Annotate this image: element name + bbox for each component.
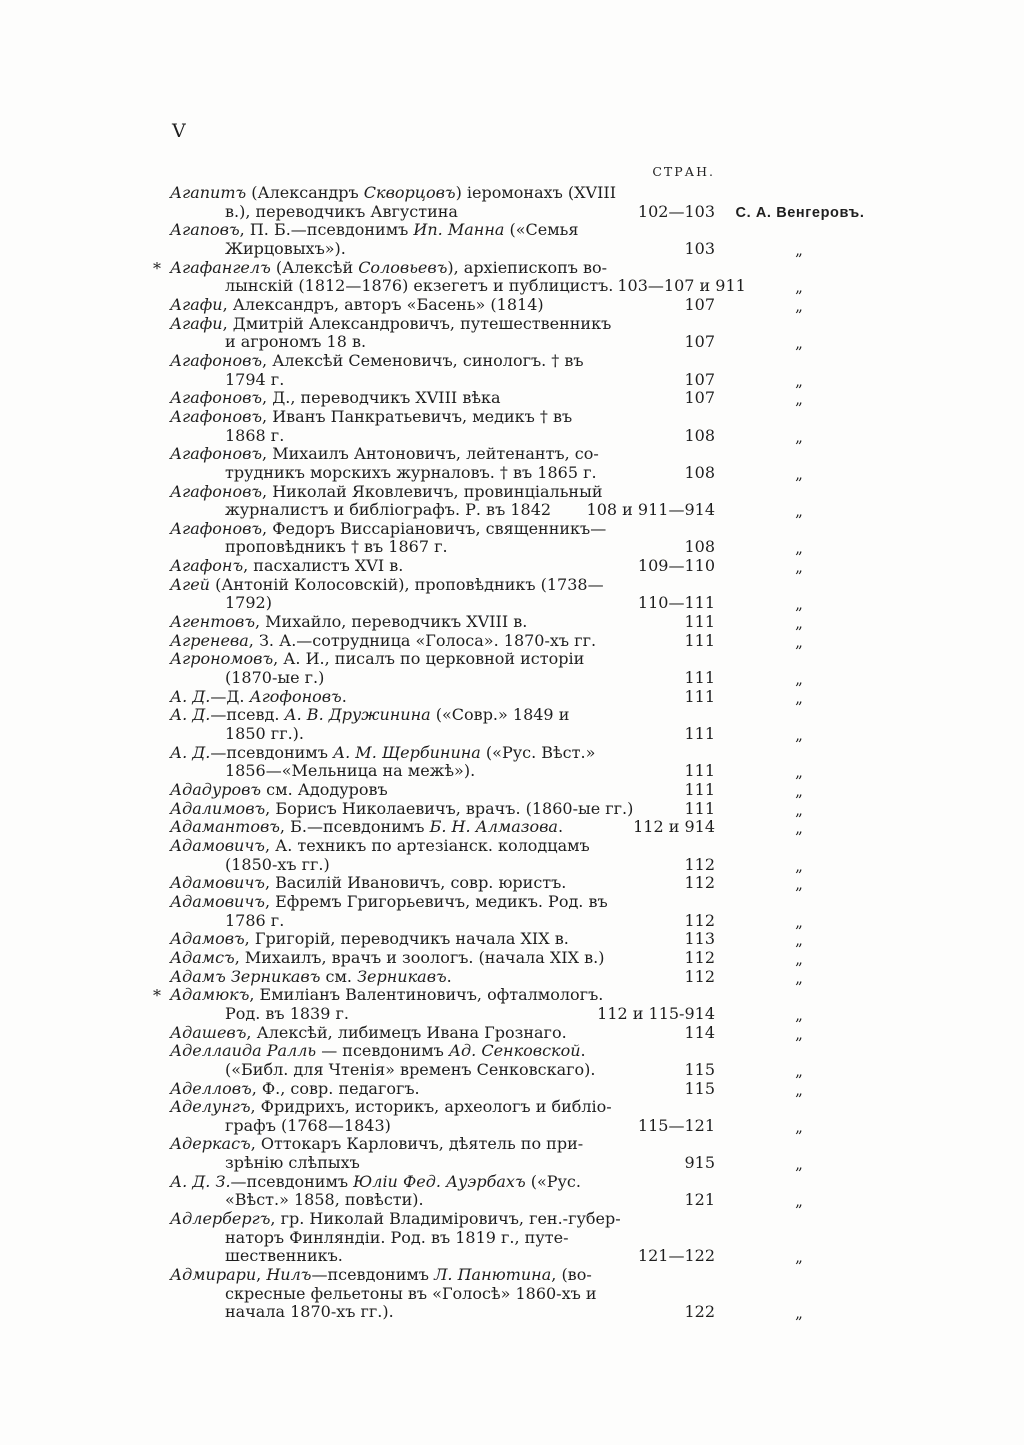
entry-text: Агафи, Александръ, авторъ «Басень» (1814) [170,294,544,314]
page-reference: 111 [684,798,715,818]
index-entry-line [170,874,885,893]
entry-text: Агентовъ, Михайло, переводчикъ XVIII в. [170,612,528,632]
entry-text: Адамовичъ, Василій Ивановичъ, совр. юристъ. [170,873,567,893]
index-entry-line [170,371,885,390]
page-reference: 111 [684,630,715,650]
index-entry-line [170,1005,885,1024]
ditto-mark: „ [795,278,805,297]
entry-text: Агафоновъ, Федоръ Виссаріановичъ, священникъ— [170,518,607,538]
index-entry-line [170,203,885,222]
index-entry-line [170,781,885,800]
asterisk-marker: * [153,258,161,278]
ditto-mark: „ [795,502,805,521]
entry-text: Агренева, З. А.—сотрудница «Голоса». 1870-хъ гг. [170,630,597,650]
index-entry-line [170,949,885,968]
ditto-mark: „ [795,856,805,875]
page-reference: 111 [684,668,715,688]
ditto-mark: „ [795,614,805,633]
entry-text: и агрономъ 18 в. [225,332,367,352]
attribution-author: С. А. Венгеровъ. [735,204,865,221]
ditto-mark: „ [795,539,805,558]
index-entry-line [170,221,885,240]
page-reference: 107 [684,332,715,352]
index-entry-line [170,557,885,576]
index-entry-line [170,389,885,408]
entry-text: («Библ. для Чтенія» временъ Сенковскаго). [225,1059,596,1079]
index-entry-line [170,427,885,446]
index-entry-line [170,818,885,837]
page-reference: 108 [684,462,715,482]
ditto-mark: „ [795,1248,805,1267]
ditto-mark: „ [795,595,805,614]
ditto-mark: „ [795,949,805,968]
index-entry-line [170,1285,885,1304]
entry-text: зрѣнію слѣпыхъ [225,1153,360,1173]
page-reference: 115 [684,1078,715,1098]
page-reference: 112 [684,854,715,874]
entry-text: Агафонъ, пасхалистъ XVI в. [170,556,404,576]
entry-text: А. Д. З.—псевдонимъ Юліи Фед. Ауэрбахъ («Рус. [170,1171,581,1191]
index-entry-line [170,483,885,502]
page-reference: 114 [684,1022,715,1042]
page-reference: 107 [684,388,715,408]
page-number: V [172,120,187,142]
entry-text: Жирцовыхъ»). [225,238,346,258]
ditto-mark: „ [795,912,805,931]
index-entry-line [170,1247,885,1266]
entry-text: Адашевъ, Алексѣй, либимецъ Ивана Грознаго. [170,1022,567,1042]
index-entry-line [170,1061,885,1080]
entry-text: графъ (1768—1843) [225,1115,391,1135]
index-entry-line [170,800,885,819]
entry-text: 1856—«Мельница на межѣ»). [225,761,476,781]
ditto-mark: „ [795,1024,805,1043]
ditto-mark: „ [795,763,805,782]
index-entry-line [170,501,885,520]
entry-text: Агрономовъ, А. И., писалъ по церковной исторіи [170,649,585,669]
ditto-mark: „ [795,390,805,409]
page-reference: 111 [684,761,715,781]
ditto-mark: „ [795,688,805,707]
ditto-mark: „ [795,1061,805,1080]
page-reference: 107 [684,369,715,389]
page-reference: 109—110 [637,556,715,576]
page-reference: 108 [684,537,715,557]
index-entry-line [170,184,885,203]
index-entry-line [170,520,885,539]
entry-text: Адмирари, Нилъ—псевдонимъ Л. Панютина, (во- [170,1265,592,1285]
page-reference: 112 [684,947,715,967]
ditto-mark: „ [795,1005,805,1024]
index-entry-line [170,930,885,949]
index-entry-line [170,464,885,483]
entry-text: лынскій (1812—1876) екзегетъ и публицистъ. [225,276,614,296]
index-entry-line [170,1191,885,1210]
entry-text: Агапитъ (Александръ Скворцовъ) іеромонахъ (XVIII [170,183,617,202]
entry-text: Род. въ 1839 г. [225,1003,349,1023]
entry-text: Адеркасъ, Оттокаръ Карловичъ, дѣятель по при- [170,1134,584,1154]
index-entry-line [170,445,885,464]
ditto-mark: „ [795,1080,805,1099]
entry-text: А. Д.—Д. Агофоновъ. [170,686,347,706]
entry-text: Аделунгъ, Фридрихъ, историкъ, археологъ и библіо- [170,1097,612,1117]
ditto-mark: „ [795,800,805,819]
index-entry-line [170,538,885,557]
entry-text: Адамовичъ, Ефремъ Григорьевичъ, медикъ. Род. въ [170,891,608,911]
entry-text: Агафи, Дмитрій Александровичъ, путешественникъ [170,313,612,333]
index-entry-line [170,706,885,725]
entry-text: проповѣдникъ † въ 1867 г. [225,537,448,557]
ditto-mark: „ [795,875,805,894]
entry-text: Адамовичъ, А. техникъ по артезіанск. колодцамъ [170,835,590,855]
index-entry-line [170,1210,885,1229]
entry-text: Адамовъ, Григорій, переводчикъ начала XIX в. [170,929,569,949]
page-reference: 102—103 [637,201,715,221]
index-entry-line [170,650,885,669]
index-entry-line [170,893,885,912]
page-reference: 112 и 115-914 [597,1003,715,1023]
ditto-mark: „ [795,1304,805,1323]
index-entry-line [170,594,885,613]
entry-text: А. Д.—псевдонимъ А. М. Щербинина («Рус. Вѣст.» [170,742,596,762]
index-entry-line [170,408,885,427]
index-entry-line [170,352,885,371]
ditto-mark: „ [795,670,805,689]
ditto-mark: „ [795,371,805,390]
ditto-mark: „ [795,240,805,259]
page-reference: 915 [684,1153,715,1173]
index-entry-line [170,632,885,651]
entry-text: журналистъ и библіографъ. Р. въ 1842 [225,500,552,520]
index-entry-line [170,1229,885,1248]
index-entry-line [170,1080,885,1099]
index-entry-line [153,985,885,1006]
page-reference: 121—122 [637,1246,715,1266]
entry-text: начала 1870-хъ гг.). [225,1302,394,1322]
ditto-mark: „ [795,464,805,483]
index-list [153,183,885,1323]
index-entry-line [170,1266,885,1285]
page-reference: 111 [684,780,715,799]
page-reference: 108 [684,425,715,445]
entry-text: А. Д.—псевд. А. В. Дружинина («Совр.» 1849 и [170,705,570,725]
page-reference: 122 [684,1302,715,1322]
index-entry-line [170,1154,885,1173]
index-entry-line [170,1117,885,1136]
index-entry-line [170,1303,885,1322]
entry-text: в.), переводчикъ Августина [225,201,458,221]
index-entry-line [170,576,885,595]
index-entry-line [170,613,885,632]
entry-text: скресные фельетоны въ «Голосѣ» 1860-хъ и [225,1283,597,1303]
ditto-mark: „ [795,782,805,800]
entry-text: 1868 г. [225,425,285,445]
index-entry-line [170,744,885,763]
entry-text: Аделлаида Ралль — псевдонимъ Ад. Сенковской. [170,1041,586,1061]
entry-text: Адлербергъ, гр. Николай Владиміровичъ, ген.-губер- [170,1209,621,1229]
ditto-mark: „ [795,726,805,745]
index-entry-line [170,1098,885,1117]
index-entry-line [170,837,885,856]
page-reference: 111 [684,686,715,706]
ditto-mark: „ [795,1117,805,1136]
page-reference: 111 [684,724,715,744]
page-reference: 112 [684,873,715,893]
index-entry-line [170,688,885,707]
entry-text: Агафоновъ, Иванъ Панкратьевичъ, медикъ † въ [170,406,573,426]
index-entry-line [170,277,885,296]
page-reference: 107 [684,294,715,314]
ditto-mark: „ [795,334,805,353]
entry-text: шественникъ. [225,1246,343,1266]
index-entry-line [170,315,885,334]
index-entry-line [170,1173,885,1192]
index-entry-line [170,669,885,688]
entry-text: Аделловъ, Ф., совр. педагогъ. [170,1078,420,1098]
index-entry-line [170,1042,885,1061]
entry-text: Агафоновъ, Алексѣй Семеновичъ, синологъ. † въ [170,350,584,370]
ditto-mark: „ [795,427,805,446]
entry-text: Адамантовъ, Б.—псевдонимъ Б. Н. Алмазова. [170,817,564,837]
page-reference: 112 [684,910,715,930]
index-entry-line [170,725,885,744]
page-reference: 113 [684,929,715,949]
ditto-mark: „ [795,819,805,838]
ditto-mark: „ [795,296,805,315]
page-reference: 103—107 и 911 [617,276,746,296]
entry-text: Агафоновъ, Д., переводчикъ XVIII вѣка [170,388,501,408]
entry-text: Ададуровъ см. Адодуровъ [170,780,388,799]
index-entry-line [170,762,885,781]
index-entry-line [170,1024,885,1043]
ditto-mark: „ [795,632,805,651]
entry-text: Агафангелъ (Алексѣй Соловьевъ), архіепископъ во- [170,257,608,277]
entry-text: Адалимовъ, Борисъ Николаевичъ, врачъ. (1860-ые гг.) [170,798,634,818]
page-reference: 103 [684,238,715,258]
pages-column-header: СТРАН. [652,164,715,179]
entry-text: 1786 г. [225,910,285,930]
index-entry-line [153,257,885,278]
entry-text: Агей (Антоній Колосовскій), проповѣдникъ (1738— [170,574,604,594]
entry-text: 1792) [225,593,272,613]
entry-text: (1850-хъ гг.) [225,854,330,874]
entry-text: Адамсъ, Михаилъ, врачъ и зоологъ. (начала XIX в.) [170,947,605,967]
page-reference: 111 [684,612,715,632]
entry-text: Агафоновъ, Николай Яковлевичъ, провинціальный [170,481,603,501]
index-entry-line [170,240,885,259]
index-entry-line [170,1135,885,1154]
index-entry-line [170,968,885,987]
page-reference: 121 [684,1190,715,1210]
entry-text: 1850 гг.). [225,724,304,744]
page-reference: 110—111 [637,593,715,613]
index-entry-line [170,296,885,315]
index-entry-line [170,856,885,875]
page-reference: 112 и 914 [633,817,715,837]
entry-text: 1794 г. [225,369,285,389]
entry-text: «Вѣст.» 1858, повѣсти). [225,1190,424,1210]
ditto-mark: „ [795,931,805,950]
entry-text: Адамюкъ, Емиліанъ Валентиновичъ, офталмологъ. [170,985,604,1005]
page-reference: 115 [684,1059,715,1079]
entry-text: Адамъ Зерникавъ см. Зерникавъ. [170,966,452,986]
entry-text: трудникъ морскихъ журналовъ. † въ 1865 г. [225,462,597,482]
entry-text: наторъ Финляндіи. Род. въ 1819 г., путе- [225,1227,569,1247]
asterisk-marker: * [153,986,161,1006]
page-reference: 115—121 [637,1115,715,1135]
entry-text: (1870-ые г.) [225,668,325,688]
index-entry-line [170,333,885,352]
ditto-mark: „ [795,968,805,987]
index-entry-line [170,912,885,931]
entry-text: Агафоновъ, Михаилъ Антоновичъ, лейтенантъ, со- [170,444,599,464]
page-reference: 112 [684,966,715,986]
ditto-mark: „ [795,1155,805,1174]
ditto-mark: „ [795,558,805,577]
entry-text: Агаповъ, П. Б.—псевдонимъ Ип. Манна («Семья [170,220,579,240]
page-reference: 108 и 911—914 [586,500,715,520]
ditto-mark: „ [795,1192,805,1211]
